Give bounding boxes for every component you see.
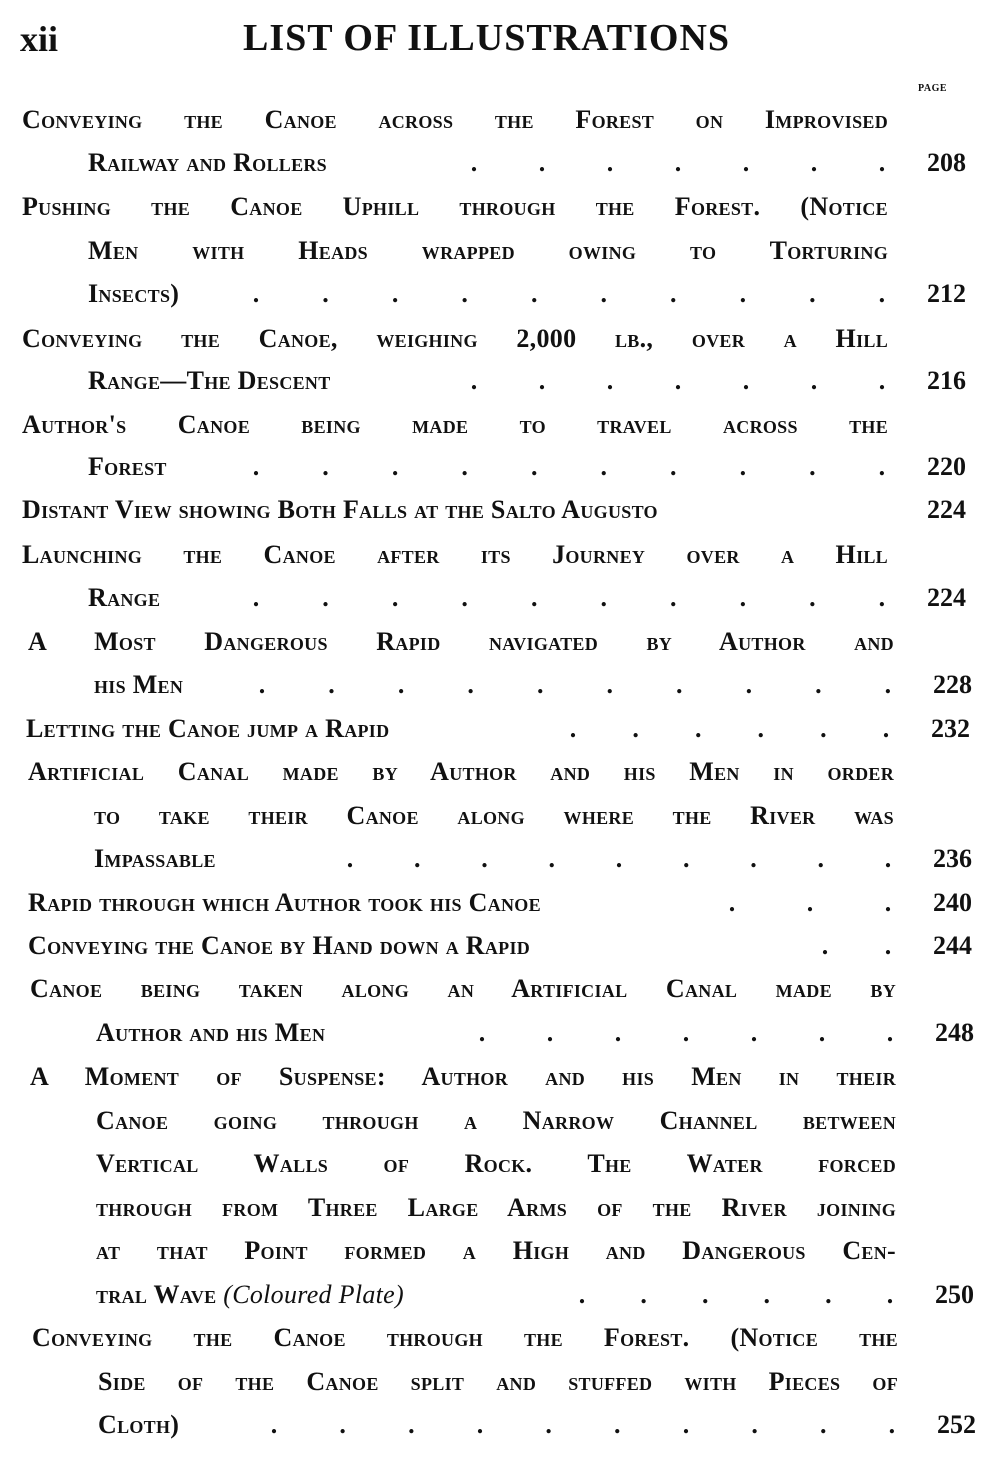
entry-line: Canoe going through a Narrow Channel between xyxy=(96,1106,896,1135)
entry-line: Conveying the Canoe by Hand down a Rapid xyxy=(28,931,531,960)
entry-line: to take their Canoe along where the River was xyxy=(94,801,894,830)
entry-line: Impassable xyxy=(94,844,216,873)
dot-leader: . . . . . . xyxy=(569,714,890,743)
entry-line: Author's Canoe being made to travel across the xyxy=(22,410,888,439)
page-number: 224 xyxy=(927,495,966,524)
dot-leader: . . . xyxy=(728,888,892,917)
entry-line: Rapid through which Author took his Canoe xyxy=(28,888,541,917)
entry-line: tral Wave (Coloured Plate) xyxy=(96,1280,404,1309)
page-folio: xii xyxy=(20,19,59,59)
page-number: 216 xyxy=(927,366,966,395)
dot-leader: . . . . . . . . . . xyxy=(252,583,886,612)
entry-line: through from Three Large Arms of the River joining xyxy=(96,1193,896,1222)
page-number: 244 xyxy=(933,931,972,960)
dot-leader: . . . . . . . xyxy=(470,148,886,177)
dot-leader: . . xyxy=(821,931,892,960)
entry-note: (Coloured Plate) xyxy=(216,1280,404,1309)
entry-line: Pushing the Canoe Uphill through the Forest. (Notice xyxy=(22,192,888,221)
entry-line: A Most Dangerous Rapid navigated by Author and xyxy=(28,627,894,656)
page-title: LIST OF ILLUSTRATIONS xyxy=(243,17,731,59)
dot-leader: . . . . . . . . . . xyxy=(252,279,886,308)
dot-leader: . . . . . . . . . . xyxy=(252,452,886,481)
entry-line: Railway and Rollers xyxy=(88,148,327,177)
entry-line: Conveying the Canoe through the Forest. (Notice the xyxy=(32,1323,898,1352)
entry-line: Insects) xyxy=(88,279,180,308)
dot-leader: . . . . . . xyxy=(578,1280,894,1309)
page-number: 248 xyxy=(935,1018,974,1047)
page-number: 252 xyxy=(937,1410,976,1439)
page-number: 250 xyxy=(935,1280,974,1309)
entry-line: Men with Heads wrapped owing to Torturing xyxy=(88,236,888,265)
entry-line: Artificial Canal made by Author and his Men in order xyxy=(28,757,894,786)
page-number: 236 xyxy=(933,844,972,873)
entry-line: Author and his Men xyxy=(96,1018,326,1047)
entry-line: at that Point formed a High and Dangerous Cen- xyxy=(96,1236,896,1265)
entry-line: Side of the Canoe split and stuffed with Pieces of xyxy=(98,1367,898,1396)
dot-leader: . . . . . . . . . . xyxy=(258,670,892,699)
page-number: 212 xyxy=(927,279,966,308)
dot-leader: . . . . . . . xyxy=(470,366,886,395)
page-column-label: PAGE xyxy=(918,83,948,94)
dot-leader: . . . . . . . xyxy=(478,1018,894,1047)
dot-leader: . . . . . . . . . . xyxy=(270,1410,896,1439)
entry-line: Launching the Canoe after its Journey over a Hill xyxy=(22,540,888,569)
page-number: 208 xyxy=(927,148,966,177)
page-number: 232 xyxy=(931,714,970,743)
page-number: 220 xyxy=(927,452,966,481)
page-number: 224 xyxy=(927,583,966,612)
entry-line: A Moment of Suspense: Author and his Men in their xyxy=(30,1062,896,1091)
page-number: 228 xyxy=(933,670,972,699)
entry-line: Vertical Walls of Rock. The Water forced xyxy=(96,1149,896,1178)
entry-line: Cloth) xyxy=(98,1410,180,1439)
entry-line: his Men xyxy=(94,670,184,699)
entry-line: Conveying the Canoe, weighing 2,000 lb., over a Hill xyxy=(22,324,888,353)
page-number: 240 xyxy=(933,888,972,917)
dot-leader: . . . . . . . . . xyxy=(346,844,892,873)
entry-line: Forest xyxy=(88,452,167,481)
entry-line: Range—The Descent xyxy=(88,366,331,395)
entry-line: Distant View showing Both Falls at the Salto Augusto xyxy=(22,495,658,524)
entry-line: Conveying the Canoe across the Forest on Improvised xyxy=(22,105,888,134)
entry-line: Range xyxy=(88,583,161,612)
entry-line: Canoe being taken along an Artificial Canal made by xyxy=(30,974,896,1003)
entry-line: Letting the Canoe jump a Rapid xyxy=(26,714,390,743)
